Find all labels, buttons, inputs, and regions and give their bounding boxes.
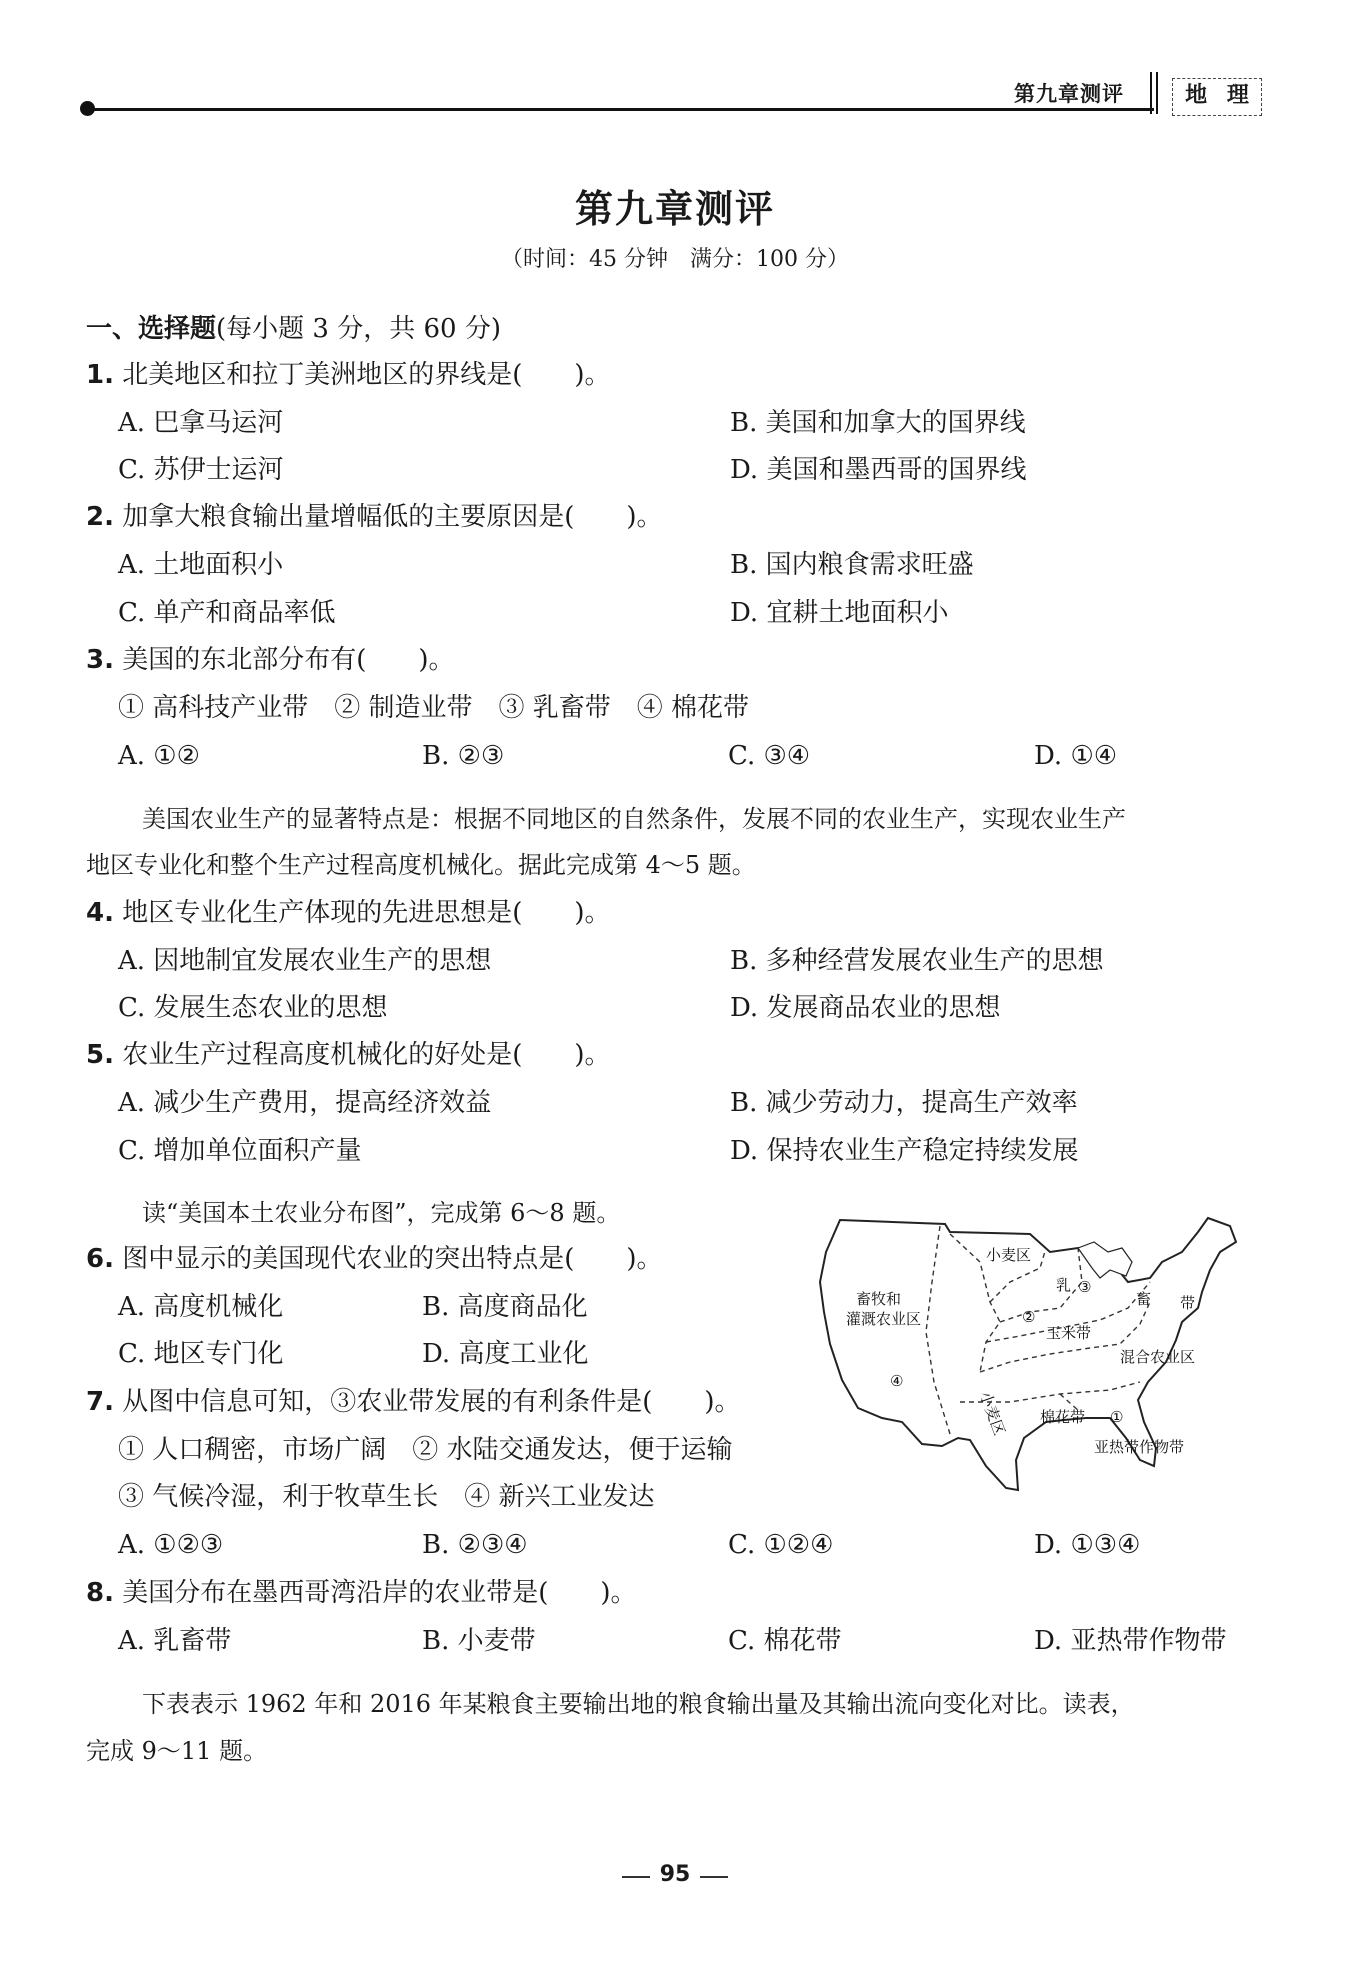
question-stem: 图中显示的美国现代农业的突出特点是( )。 — [122, 1244, 663, 1274]
page-subtitle: （时间：45 分钟 满分：100 分） — [501, 247, 849, 272]
option-c: C. 增加单位面积产量 — [118, 1136, 362, 1166]
map-marker-2: ② — [1022, 1308, 1036, 1326]
header-subject: 地 理 — [1172, 78, 1262, 116]
passage-line: 完成 9～11 题。 — [86, 1737, 268, 1765]
map-label-ranch: 畜牧和 — [856, 1290, 902, 1308]
header-rule — [86, 108, 1154, 111]
option-b: B. 高度商品化 — [422, 1292, 588, 1322]
question-stem: 美国的东北部分布有( )。 — [122, 645, 455, 675]
option-d: D. 宜耕土地面积小 — [730, 598, 949, 628]
option-d: D. 发展商品农业的思想 — [730, 993, 1001, 1023]
passage-line: 读“美国本土农业分布图”，完成第 6～8 题。 — [142, 1199, 621, 1227]
question-number: 5. — [86, 1040, 114, 1070]
map-label-belt: 带 — [1180, 1294, 1196, 1312]
map-label-corn: 玉米带 — [1046, 1324, 1092, 1342]
question-6 — [86, 1242, 663, 1276]
page-title: 第九章测评 — [574, 187, 775, 231]
map-label-dairy-2: 畜 — [1136, 1290, 1152, 1308]
option-a: A. 因地制宜发展农业生产的思想 — [118, 946, 492, 976]
question-stem: 美国分布在墨西哥湾沿岸的农业带是( )。 — [122, 1578, 637, 1608]
option-a: A. 巴拿马运河 — [118, 408, 284, 438]
question-number: 1. — [86, 360, 114, 390]
option-b: B. ②③④ — [422, 1530, 528, 1560]
map-marker-4: ④ — [890, 1372, 904, 1390]
header-chapter: 第九章测评 — [1014, 82, 1124, 106]
great-lakes — [1078, 1242, 1132, 1278]
option-d: D. 亚热带作物带 — [1034, 1626, 1227, 1656]
question-5 — [86, 1038, 611, 1072]
map-label-ranch-2: 灌溉农业区 — [846, 1310, 922, 1328]
section-title: 一、选择题 — [86, 314, 217, 344]
option-d: D. 高度工业化 — [422, 1339, 589, 1369]
map-label-dairy: 乳 — [1056, 1276, 1072, 1294]
option-c: C. ③④ — [728, 741, 811, 771]
map-label-cotton: 棉花带 — [1040, 1408, 1086, 1426]
question-number: 2. — [86, 502, 114, 532]
option-d: D. 美国和墨西哥的国界线 — [730, 455, 1027, 485]
passage-line: 美国农业生产的显著特点是：根据不同地区的自然条件，发展不同的农业生产，实现农业生产 — [142, 805, 1126, 833]
question-3 — [86, 643, 455, 677]
option-d: D. 保持农业生产稳定持续发展 — [730, 1136, 1079, 1166]
option-c: C. 单产和商品率低 — [118, 598, 336, 628]
question-8 — [86, 1576, 637, 1610]
map-label-subtropical: 亚热带作物带 — [1094, 1438, 1185, 1456]
page-number: 95 — [659, 1862, 691, 1887]
question-stem: 地区专业化生产体现的先进思想是( )。 — [122, 898, 611, 928]
question-1 — [86, 358, 611, 392]
option-a: A. 乳畜带 — [118, 1626, 232, 1656]
option-b: B. 减少劳动力，提高生产效率 — [730, 1088, 1078, 1118]
option-a: A. ①②③ — [118, 1530, 224, 1560]
question-items: ① 人口稠密，市场广阔 ② 水陆交通发达，便于运输 — [118, 1435, 733, 1465]
map-label-wheat-south: 小麦区 — [976, 1389, 1009, 1438]
question-7 — [86, 1385, 741, 1419]
option-b: B. 多种经营发展农业生产的思想 — [730, 946, 1104, 976]
header-separator — [1150, 72, 1152, 114]
section-note: (每小题 3 分，共 60 分) — [216, 314, 501, 344]
map-label-wheat-north: 小麦区 — [986, 1246, 1032, 1264]
option-c: C. 苏伊士运河 — [118, 455, 284, 485]
option-a: A. 减少生产费用，提高经济效益 — [118, 1088, 492, 1118]
option-a: A. ①② — [118, 741, 200, 771]
question-items: ③ 气候冷湿，利于牧草生长 ④ 新兴工业发达 — [118, 1482, 655, 1512]
question-stem: 从图中信息可知，③农业带发展的有利条件是( )。 — [122, 1387, 741, 1417]
option-a: A. 高度机械化 — [118, 1292, 284, 1322]
option-c: C. 发展生态农业的思想 — [118, 993, 388, 1023]
passage-line: 下表表示 1962 年和 2016 年某粮食主要输出地的粮食输出量及其输出流向变化对比。读表， — [142, 1690, 1135, 1718]
option-c: C. 地区专门化 — [118, 1339, 284, 1369]
question-stem: 农业生产过程高度机械化的好处是( )。 — [122, 1040, 611, 1070]
question-stem: 加拿大粮食输出量增幅低的主要原因是( )。 — [122, 502, 663, 532]
option-d: D. ①③④ — [1034, 1530, 1141, 1560]
page-number-dash — [700, 1876, 728, 1878]
us-agriculture-map — [810, 1212, 1258, 1514]
header-separator — [1156, 72, 1158, 114]
option-b: B. 小麦带 — [422, 1626, 536, 1656]
option-c: C. 棉花带 — [728, 1626, 842, 1656]
passage-line: 地区专业化和整个生产过程高度机械化。据此完成第 4～5 题。 — [86, 851, 756, 879]
option-a: A. 土地面积小 — [118, 550, 284, 580]
section-heading — [86, 312, 501, 346]
question-number: 4. — [86, 898, 114, 928]
question-number: 7. — [86, 1387, 114, 1417]
option-c: C. ①②④ — [728, 1530, 834, 1560]
question-2 — [86, 500, 663, 534]
option-b: B. 美国和加拿大的国界线 — [730, 408, 1026, 438]
question-stem: 北美地区和拉丁美洲地区的界线是( )。 — [122, 360, 611, 390]
question-number: 6. — [86, 1244, 114, 1274]
option-b: B. 国内粮食需求旺盛 — [730, 550, 974, 580]
question-4 — [86, 896, 611, 930]
option-d: D. ①④ — [1034, 741, 1118, 771]
question-number: 3. — [86, 645, 114, 675]
question-items: ① 高科技产业带 ② 制造业带 ③ 乳畜带 ④ 棉花带 — [118, 693, 750, 723]
map-label-mixed: 混合农业区 — [1120, 1348, 1196, 1366]
map-marker-1: ① — [1110, 1408, 1124, 1426]
option-b: B. ②③ — [422, 741, 505, 771]
map-marker-3: ③ — [1078, 1278, 1092, 1296]
question-number: 8. — [86, 1578, 114, 1608]
